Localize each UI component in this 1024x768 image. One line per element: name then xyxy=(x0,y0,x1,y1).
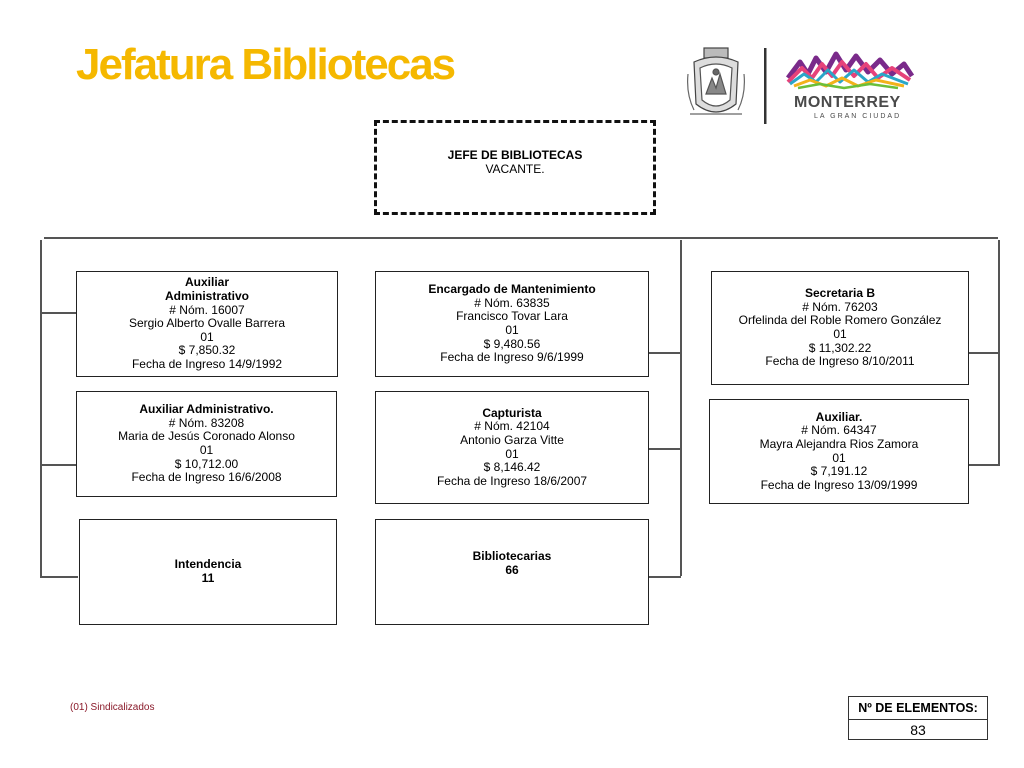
connector-left-branch-3 xyxy=(40,576,78,578)
position-box-bibliotecarias xyxy=(375,519,649,625)
brand-tagline: LA GRAN CIUDAD xyxy=(814,113,902,120)
position-count: 66 xyxy=(505,562,519,577)
brand-name: MONTERREY xyxy=(794,94,901,111)
page-title: Jefatura Bibliotecas xyxy=(76,40,455,89)
connector-right-branch-2 xyxy=(968,464,999,466)
position-date: Fecha de Ingreso 18/6/2007 xyxy=(436,473,588,488)
position-salary: $ 8,146.42 xyxy=(483,460,541,475)
elements-label: Nº DE ELEMENTOS: xyxy=(849,697,987,720)
position-nom: # Nóm. 76203 xyxy=(802,299,878,314)
position-date: Fecha de Ingreso 8/10/2011 xyxy=(765,354,915,369)
connector-middle-branch-1 xyxy=(648,352,681,354)
position-title: Auxiliar Administrativo. xyxy=(139,402,274,417)
position-code: 01 xyxy=(200,329,214,344)
position-box-capturista xyxy=(375,391,649,504)
position-name: Maria de Jesús Coronado Alonso xyxy=(118,429,295,444)
position-date: Fecha de Ingreso 9/6/1999 xyxy=(440,350,584,365)
position-title: Encargado de Mantenimiento xyxy=(428,282,596,297)
position-title: Secretaria B xyxy=(804,286,876,301)
position-salary: $ 7,191.12 xyxy=(810,464,868,479)
connector-middle-branch-2 xyxy=(648,448,681,450)
elements-counter xyxy=(848,696,988,740)
connector-left-vertical xyxy=(40,240,42,576)
position-code: 01 xyxy=(833,327,847,341)
position-date: Fecha de Ingreso 14/9/1992 xyxy=(131,356,283,371)
position-title: Bibliotecarias xyxy=(472,549,552,563)
position-title: Capturista xyxy=(482,405,542,420)
position-name: Antonio Garza Vitte xyxy=(460,432,564,447)
position-box-secretaria xyxy=(711,271,969,385)
elements-value: 83 xyxy=(910,722,926,738)
head-status: VACANTE. xyxy=(485,161,545,176)
position-salary: $ 7,850.32 xyxy=(178,343,236,358)
position-box-intendencia xyxy=(79,519,337,625)
connector-top-horizontal xyxy=(44,237,998,239)
position-nom: # Nóm. 42104 xyxy=(474,419,550,434)
position-box-mantenimiento xyxy=(375,271,649,377)
position-code: 01 xyxy=(199,443,214,457)
footnote: (01) Sindicalizados xyxy=(70,702,155,713)
position-box-auxiliar xyxy=(709,399,969,504)
position-title: Intendencia xyxy=(174,557,242,572)
position-title: Administrativo xyxy=(164,289,249,304)
position-nom: # Nóm. 64347 xyxy=(801,423,877,438)
connector-left-branch-1 xyxy=(40,312,76,314)
position-nom: # Nóm. 83208 xyxy=(168,415,245,430)
position-box-aux-admin-2 xyxy=(76,391,337,497)
position-salary: $ 11,302.22 xyxy=(808,340,872,355)
position-count: 11 xyxy=(201,571,215,585)
position-title: Auxiliar. xyxy=(815,409,863,424)
connector-left-branch-2 xyxy=(40,464,76,466)
position-nom: # Nóm. 16007 xyxy=(169,302,245,317)
connector-middle-branch-3 xyxy=(648,576,681,578)
logo-area xyxy=(686,44,926,128)
position-date: Fecha de Ingreso 16/6/2008 xyxy=(131,470,282,485)
position-nom: # Nóm. 63835 xyxy=(474,295,550,310)
position-name: Sergio Alberto Ovalle Barrera xyxy=(128,316,286,331)
position-name: Mayra Alejandra Rios Zamora xyxy=(759,436,919,451)
position-box-aux-admin-1 xyxy=(76,271,338,377)
position-salary: $ 10,712.00 xyxy=(174,456,239,471)
position-code: 01 xyxy=(832,450,846,465)
position-code: 01 xyxy=(505,323,519,337)
position-code: 01 xyxy=(505,446,519,461)
position-salary: $ 9,480.56 xyxy=(483,336,541,351)
position-date: Fecha de Ingreso 13/09/1999 xyxy=(760,477,918,492)
head-title: JEFE DE BIBLIOTECAS xyxy=(447,148,583,162)
position-name: Orfelinda del Roble Romero González xyxy=(738,313,942,328)
head-box xyxy=(374,120,656,215)
position-name: Francisco Tovar Lara xyxy=(456,309,568,324)
connector-middle-vertical xyxy=(680,240,682,576)
position-title: Auxiliar xyxy=(184,275,229,290)
